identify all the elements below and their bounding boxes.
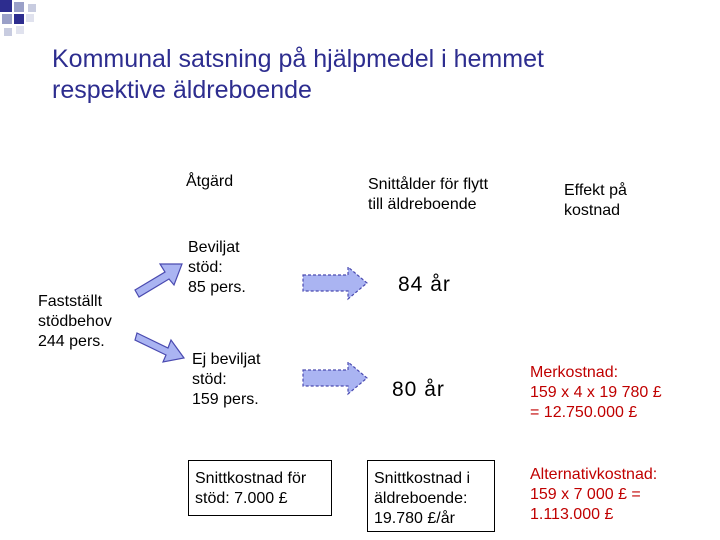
- arrow-to-beviljat: [135, 264, 182, 297]
- snittkostnad-boende-line-1: Snittkostnad i: [374, 470, 471, 487]
- beviljat-line-2: stöd:: [188, 259, 223, 276]
- header-effekt-line-1: Effekt på: [564, 182, 627, 199]
- ej-beviljat-line-2: stöd:: [192, 371, 227, 388]
- alternativkostnad-line-2: 159 x 7 000 £ =: [530, 486, 641, 503]
- merkostnad-line-2: 159 x 4 x 19 780 £: [530, 384, 662, 401]
- header-atgard: Åtgärd: [186, 173, 234, 190]
- arrow-beviljat-age: [303, 267, 367, 299]
- ej-beviljat-age: 80 år: [392, 378, 445, 401]
- arrow-ej-beviljat-age: [303, 362, 367, 394]
- merkostnad-line-3: = 12.750.000 £: [530, 404, 638, 421]
- snittkostnad-stod-line-1: Snittkostnad för: [195, 470, 307, 487]
- alternativkostnad-line-3: 1.113.000 £: [530, 506, 614, 523]
- snittkostnad-boende-line-2: äldreboende:: [374, 490, 468, 507]
- ej-beviljat-stod: [192, 350, 260, 410]
- merkostnad: [530, 363, 662, 423]
- arrow-to-ej-beviljat: [135, 333, 184, 362]
- ej-beviljat-line-1: Ej beviljat: [192, 351, 261, 368]
- faststallt-line-1: Fastställt: [38, 293, 103, 310]
- merkostnad-line-1: Merkostnad:: [530, 364, 619, 381]
- beviljat-line-3: 85 pers.: [188, 279, 246, 296]
- snittkostnad-stod-box: [188, 460, 332, 516]
- faststallt-line-2: stödbehov: [38, 313, 112, 330]
- alternativkostnad: [530, 465, 657, 525]
- alternativkostnad-line-1: Alternativkostnad:: [530, 466, 658, 483]
- beviljat-line-1: Beviljat: [188, 239, 240, 256]
- beviljat-stod: [188, 238, 246, 298]
- header-snittalder-line-1: Snittålder för flytt: [368, 176, 489, 193]
- title-line-2: respektive äldreboende: [52, 76, 312, 104]
- header-snittalder-line-2: till äldreboende: [368, 196, 477, 213]
- faststallt-line-3: 244 pers.: [38, 333, 105, 350]
- ej-beviljat-line-3: 159 pers.: [192, 391, 259, 408]
- header-effekt-line-2: kostnad: [564, 202, 621, 219]
- snittkostnad-boende-line-3: 19.780 £/år: [374, 510, 455, 527]
- beviljat-age: 84 år: [398, 273, 451, 296]
- snittkostnad-boende-box: [367, 460, 495, 532]
- title-line-1: Kommunal satsning på hjälpmedel i hemmet: [52, 45, 544, 73]
- snittkostnad-stod-line-2: stöd: 7.000 £: [195, 490, 288, 507]
